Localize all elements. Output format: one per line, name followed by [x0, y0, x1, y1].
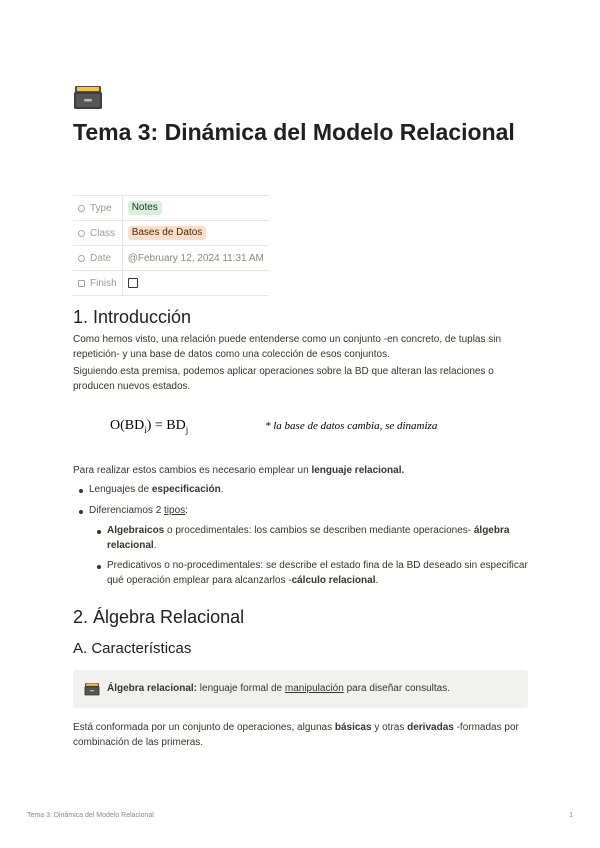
section-heading-algebra: 2. Álgebra Relacional: [73, 607, 245, 627]
footer-page-number: 1: [569, 812, 573, 819]
select-icon: [78, 205, 85, 212]
tipos-link[interactable]: tipos: [164, 505, 186, 516]
footer-title: Tema 3: Dinámica del Modelo Relacional: [27, 812, 154, 819]
manipulacion-link[interactable]: manipulación: [284, 683, 344, 694]
class-tag[interactable]: Bases de Datos: [128, 226, 207, 240]
intro-paragraph-1: Como hemos visto, una relación puede entenderse como un conjunto -en concreto, de tuplas sin repetición- y una base de datos como una colección de esos conjuntos.: [73, 334, 502, 360]
finish-checkbox[interactable]: [128, 278, 138, 288]
intro-paragraph-3: Para realizar estos cambios es necesario emplear un lenguaje relacional.: [73, 465, 405, 476]
checkbox-icon: [78, 280, 85, 287]
intro-paragraph-2: Siguiendo esta premisa, podemos aplicar operaciones sobre la BD que alteran las relaciones o producen nuevos estados.: [73, 366, 494, 392]
property-key: Type: [90, 202, 112, 214]
sub-bullet-icon: [97, 530, 101, 534]
date-value[interactable]: @February 12, 2024 11:31 AM: [127, 252, 264, 264]
callout-text: Álgebra relacional: lenguaje formal de manipulación para diseñar consultas.: [107, 683, 450, 694]
property-key: Date: [90, 252, 112, 264]
formula-equation: $O(BD_i) = BD_j$: [110, 418, 189, 435]
callout-block: [73, 670, 528, 708]
property-key: Finish: [90, 277, 117, 289]
property-row-type: [73, 196, 269, 221]
property-row-class: [73, 221, 269, 246]
formula-image: [110, 418, 510, 438]
list-item: Lenguajes de especificación.: [89, 484, 224, 495]
property-key: Class: [90, 227, 116, 239]
property-row-finish: [73, 271, 269, 296]
subsection-heading-caracteristicas: A. Características: [73, 640, 192, 657]
bullet-icon: [79, 489, 83, 493]
file-cabinet-icon: [73, 84, 103, 110]
section-heading-introduccion: 1. Introducción: [73, 307, 192, 327]
bullet-icon: [79, 510, 83, 514]
sub-bullet-icon: [97, 565, 101, 569]
formula-note: * la base de datos cambia, se dinamiza: [265, 420, 438, 432]
select-icon: [78, 230, 85, 237]
algebra-paragraph: Está conformada por un conjunto de operaciones, algunas básicas y otras derivadas -formadas por combinación de las primeras.: [73, 722, 519, 748]
list-item: Predicativos o no-procedimentales: se describe el estado fina de la BD deseado sin especificar qué operación emplear para alcanzarlos -cálculo relacional.: [107, 560, 528, 586]
clock-icon: [78, 255, 85, 262]
file-cabinet-icon: [84, 682, 100, 696]
type-tag[interactable]: Notes: [128, 201, 162, 215]
properties-table: [73, 195, 269, 296]
list-item: Diferenciamos 2 tipos:: [89, 505, 188, 516]
page-title: Tema 3: Dinámica del Modelo Relacional: [73, 119, 515, 145]
list-item: Algebraicos o procedimentales: los cambios se describen mediante operaciones- álgebra relacional.: [107, 525, 510, 551]
property-row-date: [73, 246, 269, 271]
